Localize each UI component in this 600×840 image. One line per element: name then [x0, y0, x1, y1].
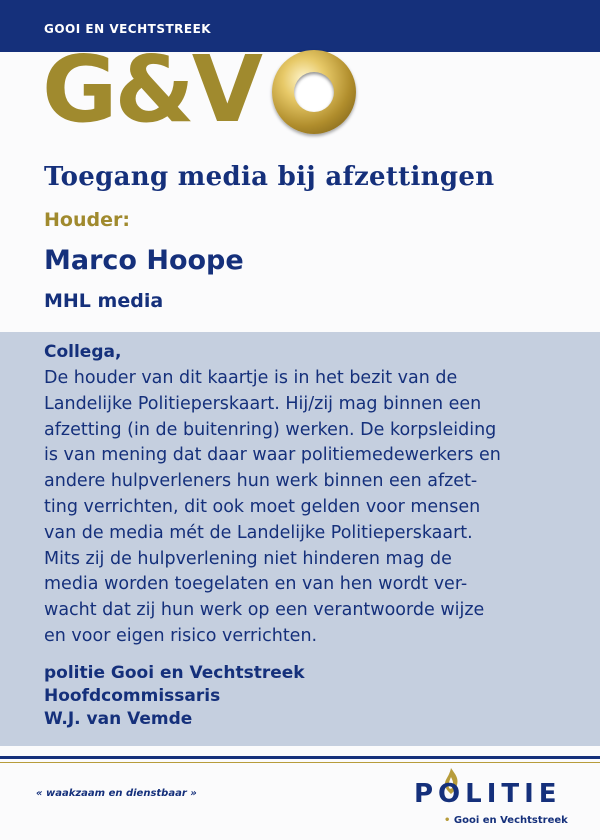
signature-role: Hoofdcommissaris	[44, 686, 221, 706]
card-title: Toegang media bij afzettingen	[44, 162, 495, 192]
politie-subtitle-text: Gooi en Vechtstreek	[453, 815, 568, 826]
politie-wordmark: POLITIE	[414, 779, 562, 809]
message-line: Mits zij de hulpverlening niet hinderen mag de	[44, 548, 452, 569]
message-line: van de media mét de Landelijke Politieperskaart.	[44, 522, 473, 543]
message-body	[44, 366, 501, 650]
slogan: « waakzaam en dienstbaar »	[36, 788, 197, 799]
holder-organization: MHL media	[44, 290, 164, 312]
holder-label: Houder:	[44, 209, 130, 231]
eyelet-hole	[294, 72, 334, 112]
greeting: Collega,	[44, 342, 122, 362]
message-line: en voor eigen risico verrichten.	[44, 625, 318, 646]
signature-name: W.J. van Vemde	[44, 709, 193, 729]
message-line: afzetting (in de buitenring) werken. De korpsleiding	[44, 419, 497, 440]
gv-logo: G&V	[42, 36, 260, 143]
politie-subtitle: • Gooi en Vechtstreek	[444, 815, 568, 826]
message-line: media worden toegelaten en van hen wordt ver-	[44, 574, 468, 595]
footer-rule-accent	[0, 762, 600, 763]
message-line: Landelijke Politieperskaart. Hij/zij mag binnen een	[44, 393, 482, 414]
footer-rule	[0, 756, 600, 759]
message-line: De houder van dit kaartje is in het bezit van de	[44, 368, 458, 388]
message-line: is van mening dat daar waar politiemedewerkers en	[44, 445, 501, 466]
politie-logo	[414, 773, 574, 833]
signature-org: politie Gooi en Vechtstreek	[44, 663, 305, 683]
region-name: GOOI EN VECHTSTREEK	[44, 22, 212, 36]
message-line: andere hulpverleners hun werk binnen een afzet-	[44, 471, 478, 492]
message-line: wacht dat zij hun werk op een verantwoorde wijze	[44, 600, 485, 621]
signature-block	[44, 662, 305, 731]
metal-eyelet	[272, 50, 356, 134]
message-line: ting verrichten, dit ook moet gelden voor mensen	[44, 496, 481, 517]
holder-name: Marco Hoope	[44, 245, 244, 276]
